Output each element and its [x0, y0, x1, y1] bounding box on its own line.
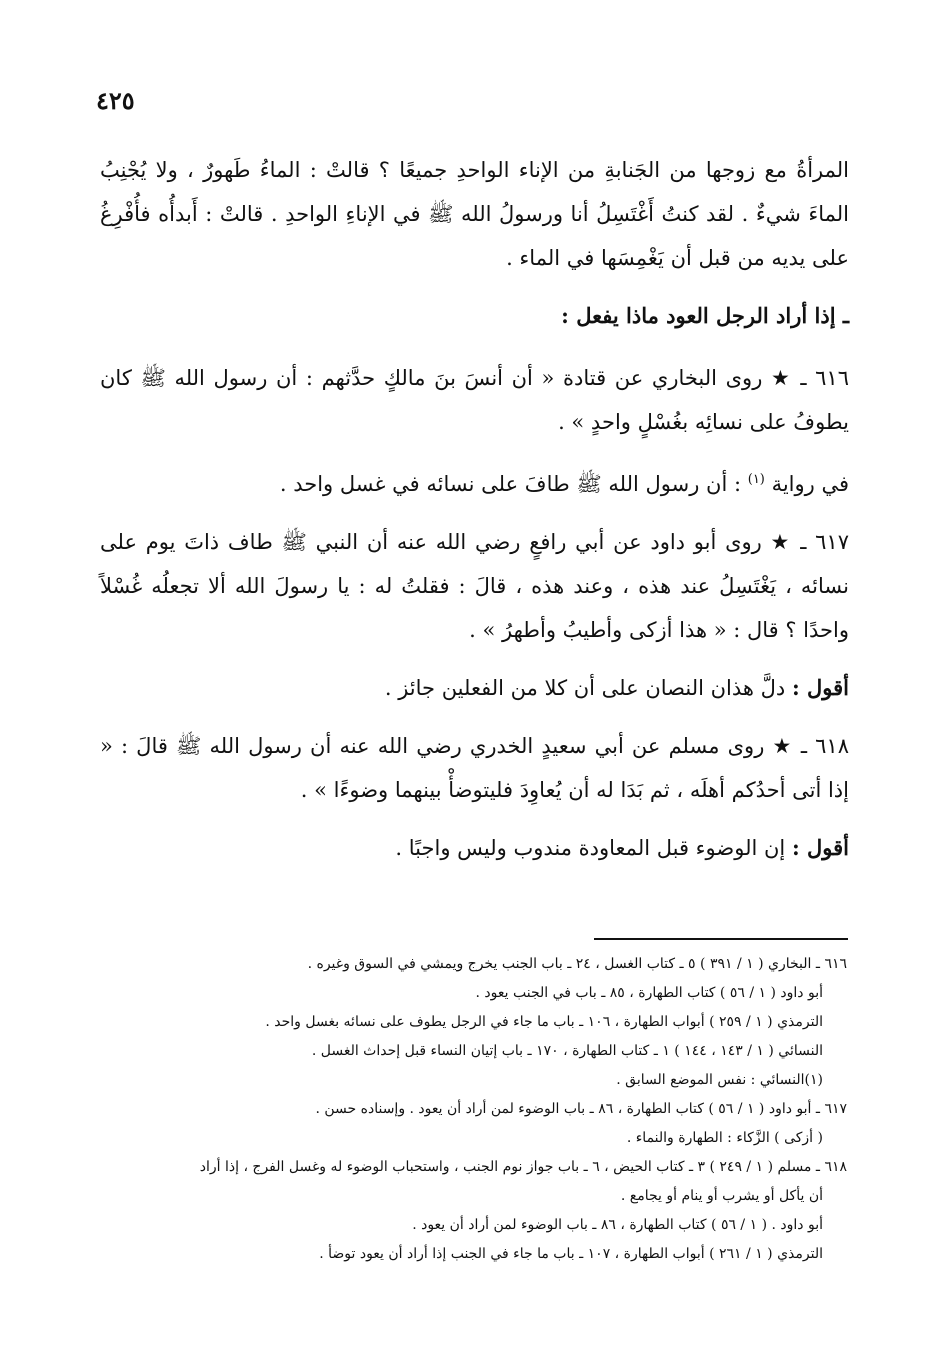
aqul-paragraph-2	[100, 826, 849, 870]
footnotes	[100, 950, 847, 1269]
aqul-label: أقول :	[791, 835, 849, 860]
hadith-617: ٦١٧ ـ ★ روى أبو داود عن أبي رافعٍ رضي الله عنه أن النبي ﷺ طاف ذاتَ يوم على نسائه ، يَغْتَسِلُ عند هذه ، وعند هذه ، قالَ : فقلتُ له : يا رسولَ الله ألا تجعلُه غُسْلاً واحدًا ؟ قال : « هذا أزكى وأطيبُ وأطهرُ » .	[100, 530, 849, 642]
footnote-line: ( أزكى ) الزَّكاء : الطهارة والنماء .	[626, 1130, 823, 1146]
aqul-text: دلَّ هذان النصان على أن كلا من الفعلين جائز .	[384, 676, 786, 700]
paragraph-continuation: المرأةُ مع زوجها من الجَنابةِ من الإناء الواحدِ جميعًا ؟ قالتْ : الماءُ طَهورٌ ، ولا يُجْنِبُ الماءَ شيءٌ . لقد كنتُ أَغْتَسِلُ أنا ورسولُ الله ﷺ في الإناءِ الواحدِ . قالتْ : أَبدأُه فأُفْرِغُ على يديه من قبل أن يَغْمِسَها في الماء .	[100, 158, 849, 270]
footnote-divider	[594, 938, 848, 940]
footnote-line: الترمذي ( ١ / ٢٦١ ) أبواب الطهارة ، ١٠٧ ـ باب ما جاء في الجنب إذا أراد أن يعود توضأ .	[319, 1246, 823, 1262]
aqul-paragraph-1	[100, 666, 849, 710]
hadith-616: ٦١٦ ـ ★ روى البخاري عن قتادة « أن أنسَ بنَ مالكٍ حدَّثهم : أن رسول الله ﷺ كان يطوفُ على نسائِه بغُسْلٍ واحدٍ » .	[100, 366, 849, 434]
section-heading: ـ إذا أراد الرجل العود ماذا يفعل :	[561, 303, 849, 328]
footnote-line: أبو داود ( ١ / ٥٦ ) كتاب الطهارة ، ٨٥ ـ باب في الجنب يعود .	[475, 985, 823, 1001]
footnote-line: (١)النسائي : نفس الموضع السابق .	[616, 1072, 823, 1088]
riwaya-paragraph	[100, 458, 849, 506]
hadith-618: ٦١٨ ـ ★ روى مسلم عن أبي سعيدٍ الخدري رضي الله عنه أن رسول الله ﷺ قالَ : « إذا أتى أحدُكم أهلَه ، ثم بَدَا له أن يُعاوِدَ فليتوضأْ بينهما وضوءًا » .	[100, 734, 849, 802]
page-number: ٤٢٥	[96, 86, 135, 115]
footnote-ref: (١)	[747, 472, 765, 487]
footnote-line: ٦١٦ ـ البخاري ( ١ / ٣٩١ ) ٥ ـ كتاب الغسل ، ٢٤ ـ باب الجنب يخرج ويمشي في السوق وغيره .	[307, 956, 847, 972]
aqul-label: أقول :	[791, 675, 849, 700]
main-text	[100, 148, 849, 884]
footnote-line: الترمذي ( ١ / ٢٥٩ ) أبواب الطهارة ، ١٠٦ ـ باب ما جاء في الرجل يطوف على نسائه بغسل واحد .	[265, 1014, 823, 1030]
footnote-line: أبو داود . ( ١ / ٥٦ ) كتاب الطهارة ، ٨٦ ـ باب الوضوء لمن أراد أن يعود .	[412, 1217, 823, 1233]
footnote-line: ٦١٧ ـ أبو داود ( ١ / ٥٦ ) كتاب الطهارة ، ٨٦ ـ باب الوضوء لمن أراد أن يعود . وإسناده حسن .	[315, 1101, 847, 1117]
aqul-text: إن الوضوء قبل المعاودة مندوب وليس واجبًا .	[395, 836, 786, 860]
riwaya-text: : أن رسول الله ﷺ طافَ على نسائه في غسل واحد .	[279, 472, 742, 496]
footnote-line: ٦١٨ ـ مسلم ( ١ / ٢٤٩ ) ٣ ـ كتاب الحيض ، ٦ ـ باب جواز نوم الجنب ، واستحباب الوضوء له وغسل الفرج ، إذا أراد	[199, 1159, 847, 1175]
riwaya-prefix: في رواية	[771, 472, 849, 496]
footnote-line: النسائي ( ١ / ١٤٣ ، ١٤٤ ) ١ ـ كتاب الطهارة ، ١٧٠ ـ باب إتيان النساء قبل إحداث الغسل .	[311, 1043, 823, 1059]
footnote-line: أن يأكل أو يشرب أو ينام أو يجامع .	[620, 1188, 823, 1204]
